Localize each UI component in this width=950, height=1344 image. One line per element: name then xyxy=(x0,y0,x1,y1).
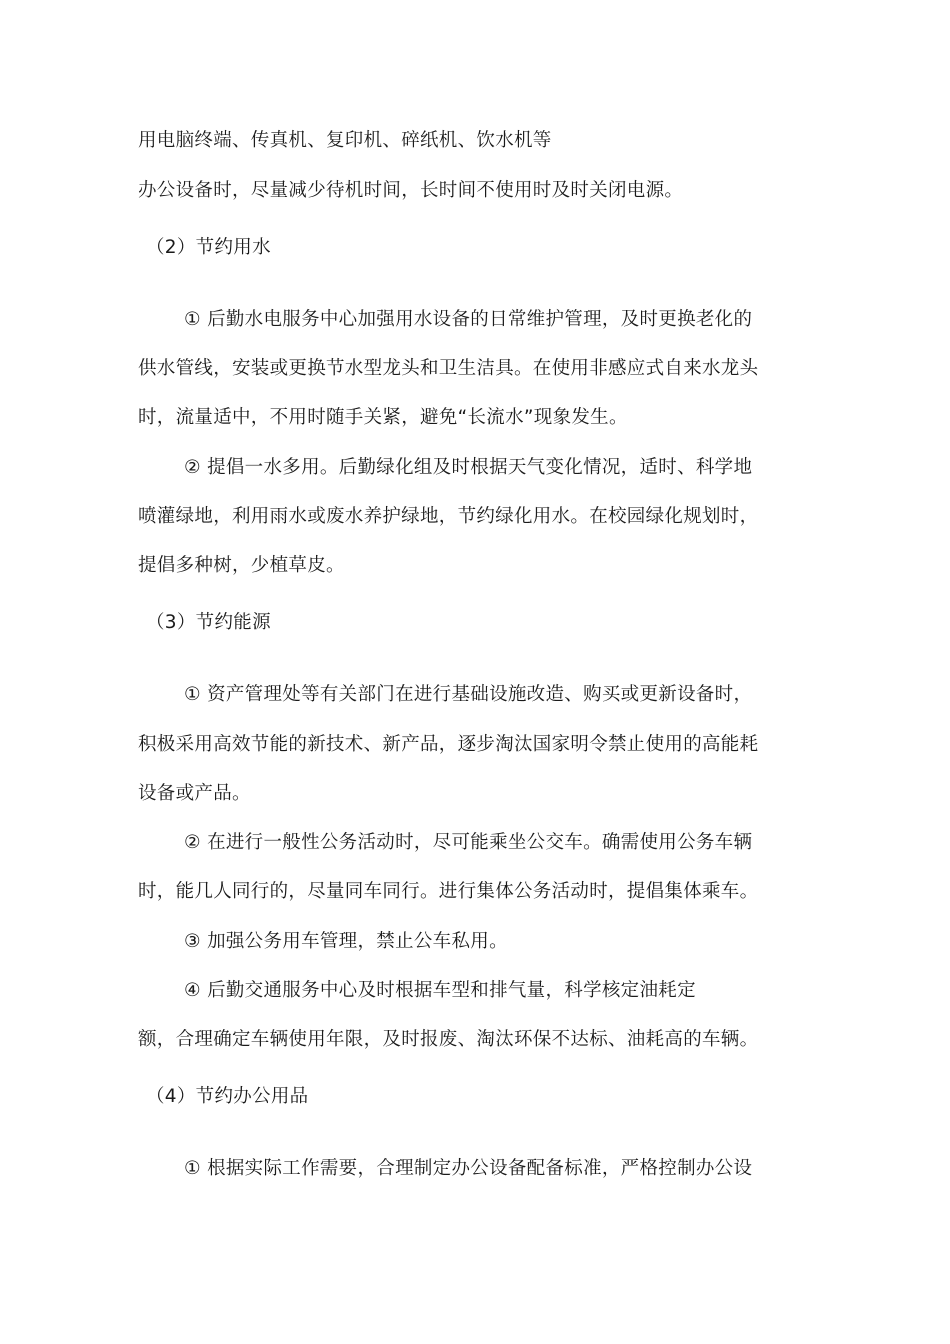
paragraph-line: ① 根据实际工作需要，合理制定办公设备配备标准，严格控制办公设 xyxy=(184,1158,753,1179)
paragraph-line: 喷灌绿地，利用雨水或废水养护绿地，节约绿化用水。在校园绿化规划时， xyxy=(138,506,759,527)
paragraph-line: ① 资产管理处等有关部门在进行基础设施改造、购买或更新设备时， xyxy=(184,684,753,705)
paragraph-line: 办公设备时，尽量减少待机时间，长时间不使用时及时关闭电源。 xyxy=(138,180,684,201)
paragraph-line: ② 在进行一般性公务活动时，尽可能乘坐公交车。确需使用公务车辆 xyxy=(184,832,753,853)
paragraph-line: ② 提倡一水多用。后勤绿化组及时根据天气变化情况，适时、科学地 xyxy=(184,457,753,478)
paragraph-line: 供水管线，安装或更换节水型龙头和卫生洁具。在使用非感应式自来水龙头 xyxy=(138,358,759,379)
section-heading-office-supplies: （4）节约办公用品 xyxy=(146,1086,309,1107)
paragraph-line: 用电脑终端、传真机、复印机、碎纸机、饮水机等 xyxy=(138,130,552,151)
section-heading-energy: （3）节约能源 xyxy=(146,612,271,633)
paragraph-line: 时，能几人同行的，尽量同车同行。进行集体公务活动时，提倡集体乘车。 xyxy=(138,881,759,902)
paragraph-line: ④ 后勤交通服务中心及时根据车型和排气量，科学核定油耗定 xyxy=(184,980,696,1001)
paragraph-line: 额，合理确定车辆使用年限，及时报废、淘汰环保不达标、油耗高的车辆。 xyxy=(138,1029,759,1050)
paragraph-line: 积极采用高效节能的新技术、新产品，逐步淘汰国家明令禁止使用的高能耗 xyxy=(138,734,759,755)
paragraph-line: 设备或产品。 xyxy=(138,783,251,804)
section-heading-water: （2）节约用水 xyxy=(146,237,271,258)
paragraph-line: ① 后勤水电服务中心加强用水设备的日常维护管理，及时更换老化的 xyxy=(184,309,753,330)
paragraph-line: 时，流量适中，不用时随手关紧，避免“长流水”现象发生。 xyxy=(138,407,628,428)
paragraph-line: ③ 加强公务用车管理，禁止公车私用。 xyxy=(184,931,508,952)
paragraph-line: 提倡多种树，少植草皮。 xyxy=(138,555,345,576)
